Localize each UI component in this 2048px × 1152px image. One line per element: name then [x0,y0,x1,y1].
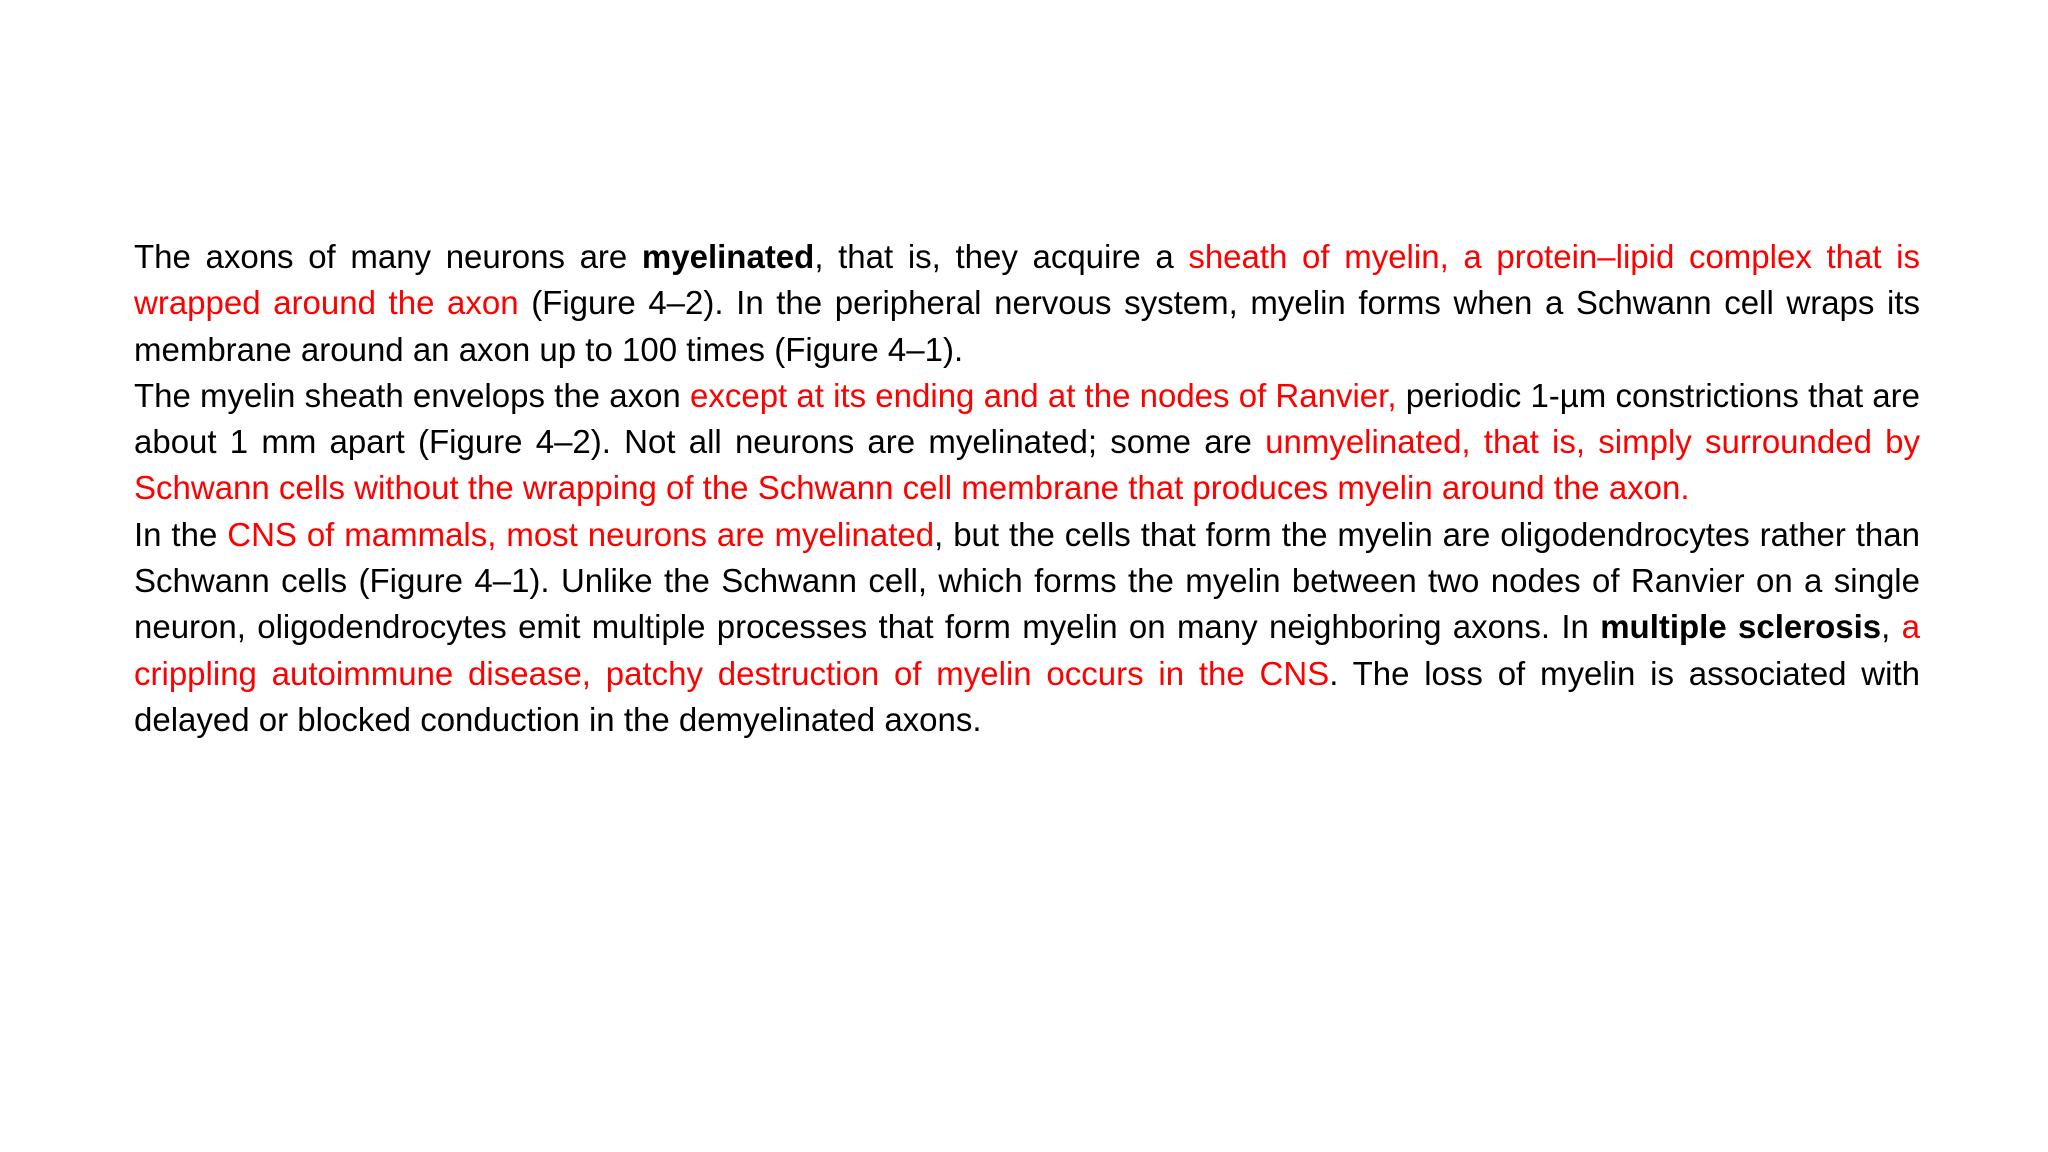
paragraph-myelinated-axons [134,234,1920,373]
highlighted-text: unmyelinated, that is, simply surrounded by Schwann cells without the wrapping of the Schwann cell membrane that produces myelin around the axon. [134,423,1921,507]
text-span: , that is, they acquire a [814,238,1189,275]
text-body [134,234,1920,743]
text-span: , but the cells that form the myelin are oligodendrocytes rather than Schwann cells (Figure 4–1). Unlike the Schwann cell, which forms the myelin between two nodes of Ranvier on a single neuron, oligodendrocytes emit multiple processes that form myelin on many neighboring axons. In [134,515,1920,646]
text-span: (Figure 4–2). In the peripheral nervous system, myelin forms when a Schwann cell wraps its membrane around an axon up to 100 times (Figure 4–1). [134,284,1921,368]
text-span: . The loss of myelin is associated with delayed or blocked conduction in the demyelinated axons. [134,654,1920,738]
highlighted-text: a crippling autoimmune disease, patchy destruction of myelin occurs in the CNS [134,608,1920,692]
highlighted-text: except at its ending and at the nodes of Ranvier, [689,376,1397,414]
highlighted-text: sheath of myelin, a protein–lipid complex that is wrapped around the axon [134,238,1920,322]
paragraph-cns-myelin [134,512,1920,743]
text-span: The axons of many neurons are [134,238,642,275]
highlighted-text: CNS of mammals, most neurons are myelinated [227,515,935,553]
text-span: , [1881,608,1902,646]
text-span: periodic 1-µm constrictions that are about 1 mm apart (Figure 4–2). Not all neurons are myelinated; some are [134,376,1921,461]
text-span: In the [134,515,228,553]
text-span: The myelin sheath envelops the axon [134,376,690,414]
paragraph-myelin-sheath [134,373,1920,512]
bold-term-myelinated: myelinated [641,238,815,275]
bold-term-multiple-sclerosis: multiple sclerosis [1600,608,1882,646]
